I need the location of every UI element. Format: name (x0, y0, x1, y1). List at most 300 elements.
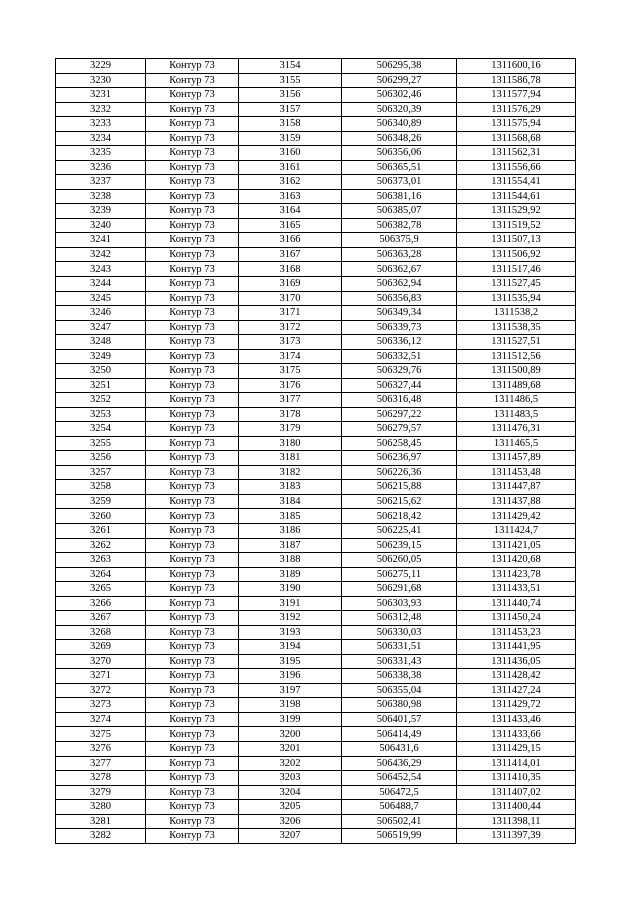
point-number-cell: 3167 (239, 247, 342, 262)
table-row (56, 422, 576, 437)
point-number-cell: 3175 (239, 364, 342, 379)
coordinates-table-body (56, 59, 576, 844)
x-coordinate-cell: 506381,16 (342, 189, 457, 204)
x-coordinate-cell: 506382,78 (342, 218, 457, 233)
point-number-cell: 3181 (239, 451, 342, 466)
row-number-cell: 3248 (56, 335, 146, 350)
table-row (56, 582, 576, 597)
table-row (56, 683, 576, 698)
contour-cell: Контур 73 (146, 683, 239, 698)
y-coordinate-cell: 1311500,89 (457, 364, 576, 379)
y-coordinate-cell: 1311600,16 (457, 59, 576, 74)
contour-cell: Контур 73 (146, 698, 239, 713)
point-number-cell: 3203 (239, 771, 342, 786)
contour-cell: Контур 73 (146, 247, 239, 262)
row-number-cell: 3238 (56, 189, 146, 204)
row-number-cell: 3260 (56, 509, 146, 524)
x-coordinate-cell: 506348,26 (342, 131, 457, 146)
y-coordinate-cell: 1311575,94 (457, 117, 576, 132)
x-coordinate-cell: 506331,43 (342, 654, 457, 669)
point-number-cell: 3193 (239, 625, 342, 640)
contour-cell: Контур 73 (146, 596, 239, 611)
table-row (56, 538, 576, 553)
x-coordinate-cell: 506338,38 (342, 669, 457, 684)
table-row (56, 320, 576, 335)
y-coordinate-cell: 1311554,41 (457, 175, 576, 190)
row-number-cell: 3254 (56, 422, 146, 437)
y-coordinate-cell: 1311507,13 (457, 233, 576, 248)
contour-cell: Контур 73 (146, 553, 239, 568)
contour-cell: Контур 73 (146, 349, 239, 364)
y-coordinate-cell: 1311440,74 (457, 596, 576, 611)
point-number-cell: 3171 (239, 306, 342, 321)
contour-cell: Контур 73 (146, 465, 239, 480)
point-number-cell: 3154 (239, 59, 342, 74)
y-coordinate-cell: 1311433,46 (457, 712, 576, 727)
x-coordinate-cell: 506312,48 (342, 611, 457, 626)
row-number-cell: 3280 (56, 800, 146, 815)
row-number-cell: 3277 (56, 756, 146, 771)
row-number-cell: 3240 (56, 218, 146, 233)
y-coordinate-cell: 1311429,72 (457, 698, 576, 713)
row-number-cell: 3232 (56, 102, 146, 117)
row-number-cell: 3272 (56, 683, 146, 698)
contour-cell: Контур 73 (146, 262, 239, 277)
y-coordinate-cell: 1311527,51 (457, 335, 576, 350)
point-number-cell: 3155 (239, 73, 342, 88)
y-coordinate-cell: 1311476,31 (457, 422, 576, 437)
table-row (56, 509, 576, 524)
x-coordinate-cell: 506362,94 (342, 276, 457, 291)
point-number-cell: 3195 (239, 654, 342, 669)
table-row (56, 364, 576, 379)
contour-cell: Контур 73 (146, 741, 239, 756)
contour-cell: Контур 73 (146, 785, 239, 800)
point-number-cell: 3188 (239, 553, 342, 568)
y-coordinate-cell: 1311433,51 (457, 582, 576, 597)
x-coordinate-cell: 506279,57 (342, 422, 457, 437)
y-coordinate-cell: 1311486,5 (457, 393, 576, 408)
point-number-cell: 3194 (239, 640, 342, 655)
table-row (56, 654, 576, 669)
table-row (56, 553, 576, 568)
point-number-cell: 3185 (239, 509, 342, 524)
table-row (56, 393, 576, 408)
point-number-cell: 3201 (239, 741, 342, 756)
x-coordinate-cell: 506236,97 (342, 451, 457, 466)
table-row (56, 276, 576, 291)
row-number-cell: 3267 (56, 611, 146, 626)
contour-cell: Контур 73 (146, 88, 239, 103)
x-coordinate-cell: 506299,27 (342, 73, 457, 88)
row-number-cell: 3265 (56, 582, 146, 597)
point-number-cell: 3156 (239, 88, 342, 103)
contour-cell: Контур 73 (146, 378, 239, 393)
row-number-cell: 3275 (56, 727, 146, 742)
table-row (56, 727, 576, 742)
row-number-cell: 3271 (56, 669, 146, 684)
point-number-cell: 3179 (239, 422, 342, 437)
contour-cell: Контур 73 (146, 654, 239, 669)
x-coordinate-cell: 506239,15 (342, 538, 457, 553)
table-row (56, 640, 576, 655)
y-coordinate-cell: 1311483,5 (457, 407, 576, 422)
y-coordinate-cell: 1311529,92 (457, 204, 576, 219)
contour-cell: Контур 73 (146, 276, 239, 291)
table-row (56, 800, 576, 815)
row-number-cell: 3246 (56, 306, 146, 321)
contour-cell: Контур 73 (146, 524, 239, 539)
row-number-cell: 3241 (56, 233, 146, 248)
contour-cell: Контур 73 (146, 480, 239, 495)
point-number-cell: 3207 (239, 829, 342, 844)
table-row (56, 756, 576, 771)
contour-cell: Контур 73 (146, 407, 239, 422)
point-number-cell: 3202 (239, 756, 342, 771)
contour-cell: Контур 73 (146, 160, 239, 175)
table-row (56, 59, 576, 74)
y-coordinate-cell: 1311577,94 (457, 88, 576, 103)
x-coordinate-cell: 506365,51 (342, 160, 457, 175)
row-number-cell: 3268 (56, 625, 146, 640)
x-coordinate-cell: 506225,41 (342, 524, 457, 539)
row-number-cell: 3250 (56, 364, 146, 379)
point-number-cell: 3176 (239, 378, 342, 393)
x-coordinate-cell: 506316,48 (342, 393, 457, 408)
x-coordinate-cell: 506215,88 (342, 480, 457, 495)
x-coordinate-cell: 506332,51 (342, 349, 457, 364)
row-number-cell: 3244 (56, 276, 146, 291)
x-coordinate-cell: 506375,9 (342, 233, 457, 248)
contour-cell: Контур 73 (146, 771, 239, 786)
contour-cell: Контур 73 (146, 727, 239, 742)
row-number-cell: 3231 (56, 88, 146, 103)
contour-cell: Контур 73 (146, 131, 239, 146)
row-number-cell: 3251 (56, 378, 146, 393)
table-row (56, 436, 576, 451)
contour-cell: Контур 73 (146, 640, 239, 655)
y-coordinate-cell: 1311453,48 (457, 465, 576, 480)
row-number-cell: 3235 (56, 146, 146, 161)
y-coordinate-cell: 1311527,45 (457, 276, 576, 291)
y-coordinate-cell: 1311447,87 (457, 480, 576, 495)
point-number-cell: 3180 (239, 436, 342, 451)
point-number-cell: 3173 (239, 335, 342, 350)
table-row (56, 669, 576, 684)
row-number-cell: 3258 (56, 480, 146, 495)
row-number-cell: 3270 (56, 654, 146, 669)
y-coordinate-cell: 1311576,29 (457, 102, 576, 117)
table-row (56, 189, 576, 204)
contour-cell: Контур 73 (146, 218, 239, 233)
x-coordinate-cell: 506472,5 (342, 785, 457, 800)
table-row (56, 771, 576, 786)
x-coordinate-cell: 506452,54 (342, 771, 457, 786)
point-number-cell: 3158 (239, 117, 342, 132)
row-number-cell: 3252 (56, 393, 146, 408)
point-number-cell: 3169 (239, 276, 342, 291)
y-coordinate-cell: 1311441,95 (457, 640, 576, 655)
table-row (56, 73, 576, 88)
contour-cell: Контур 73 (146, 814, 239, 829)
y-coordinate-cell: 1311517,46 (457, 262, 576, 277)
y-coordinate-cell: 1311429,42 (457, 509, 576, 524)
x-coordinate-cell: 506260,05 (342, 553, 457, 568)
table-row (56, 335, 576, 350)
x-coordinate-cell: 506327,44 (342, 378, 457, 393)
y-coordinate-cell: 1311423,78 (457, 567, 576, 582)
y-coordinate-cell: 1311450,24 (457, 611, 576, 626)
contour-cell: Контур 73 (146, 567, 239, 582)
table-row (56, 698, 576, 713)
x-coordinate-cell: 506297,22 (342, 407, 457, 422)
row-number-cell: 3273 (56, 698, 146, 713)
table-row (56, 160, 576, 175)
x-coordinate-cell: 506362,67 (342, 262, 457, 277)
table-row (56, 131, 576, 146)
table-row (56, 102, 576, 117)
contour-cell: Контур 73 (146, 829, 239, 844)
point-number-cell: 3198 (239, 698, 342, 713)
row-number-cell: 3257 (56, 465, 146, 480)
point-number-cell: 3182 (239, 465, 342, 480)
x-coordinate-cell: 506355,04 (342, 683, 457, 698)
contour-cell: Контур 73 (146, 509, 239, 524)
row-number-cell: 3264 (56, 567, 146, 582)
y-coordinate-cell: 1311506,92 (457, 247, 576, 262)
point-number-cell: 3172 (239, 320, 342, 335)
row-number-cell: 3242 (56, 247, 146, 262)
x-coordinate-cell: 506336,12 (342, 335, 457, 350)
y-coordinate-cell: 1311538,2 (457, 306, 576, 321)
contour-cell: Контур 73 (146, 494, 239, 509)
y-coordinate-cell: 1311538,35 (457, 320, 576, 335)
table-row (56, 218, 576, 233)
y-coordinate-cell: 1311535,94 (457, 291, 576, 306)
x-coordinate-cell: 506349,34 (342, 306, 457, 321)
x-coordinate-cell: 506329,76 (342, 364, 457, 379)
x-coordinate-cell: 506401,57 (342, 712, 457, 727)
point-number-cell: 3186 (239, 524, 342, 539)
point-number-cell: 3184 (239, 494, 342, 509)
table-row (56, 204, 576, 219)
x-coordinate-cell: 506356,06 (342, 146, 457, 161)
table-row (56, 349, 576, 364)
x-coordinate-cell: 506414,49 (342, 727, 457, 742)
x-coordinate-cell: 506295,38 (342, 59, 457, 74)
x-coordinate-cell: 506302,46 (342, 88, 457, 103)
x-coordinate-cell: 506380,98 (342, 698, 457, 713)
x-coordinate-cell: 506519,99 (342, 829, 457, 844)
row-number-cell: 3266 (56, 596, 146, 611)
contour-cell: Контур 73 (146, 73, 239, 88)
contour-cell: Контур 73 (146, 582, 239, 597)
point-number-cell: 3166 (239, 233, 342, 248)
y-coordinate-cell: 1311556,66 (457, 160, 576, 175)
y-coordinate-cell: 1311453,23 (457, 625, 576, 640)
row-number-cell: 3256 (56, 451, 146, 466)
x-coordinate-cell: 506436,29 (342, 756, 457, 771)
point-number-cell: 3164 (239, 204, 342, 219)
x-coordinate-cell: 506488,7 (342, 800, 457, 815)
row-number-cell: 3263 (56, 553, 146, 568)
contour-cell: Контур 73 (146, 712, 239, 727)
table-row (56, 378, 576, 393)
table-row (56, 88, 576, 103)
y-coordinate-cell: 1311436,05 (457, 654, 576, 669)
point-number-cell: 3165 (239, 218, 342, 233)
y-coordinate-cell: 1311544,61 (457, 189, 576, 204)
coordinates-table (55, 58, 576, 844)
table-row (56, 611, 576, 626)
y-coordinate-cell: 1311512,56 (457, 349, 576, 364)
y-coordinate-cell: 1311586,78 (457, 73, 576, 88)
table-row (56, 407, 576, 422)
row-number-cell: 3229 (56, 59, 146, 74)
contour-cell: Контур 73 (146, 146, 239, 161)
x-coordinate-cell: 506258,45 (342, 436, 457, 451)
y-coordinate-cell: 1311457,89 (457, 451, 576, 466)
row-number-cell: 3262 (56, 538, 146, 553)
x-coordinate-cell: 506340,89 (342, 117, 457, 132)
contour-cell: Контур 73 (146, 291, 239, 306)
table-row (56, 480, 576, 495)
contour-cell: Контур 73 (146, 422, 239, 437)
contour-cell: Контур 73 (146, 756, 239, 771)
point-number-cell: 3200 (239, 727, 342, 742)
point-number-cell: 3189 (239, 567, 342, 582)
row-number-cell: 3239 (56, 204, 146, 219)
y-coordinate-cell: 1311414,01 (457, 756, 576, 771)
row-number-cell: 3236 (56, 160, 146, 175)
table-row (56, 233, 576, 248)
row-number-cell: 3243 (56, 262, 146, 277)
row-number-cell: 3261 (56, 524, 146, 539)
row-number-cell: 3253 (56, 407, 146, 422)
y-coordinate-cell: 1311421,05 (457, 538, 576, 553)
row-number-cell: 3278 (56, 771, 146, 786)
row-number-cell: 3279 (56, 785, 146, 800)
x-coordinate-cell: 506303,93 (342, 596, 457, 611)
contour-cell: Контур 73 (146, 102, 239, 117)
row-number-cell: 3255 (56, 436, 146, 451)
contour-cell: Контур 73 (146, 175, 239, 190)
x-coordinate-cell: 506215,62 (342, 494, 457, 509)
point-number-cell: 3162 (239, 175, 342, 190)
point-number-cell: 3170 (239, 291, 342, 306)
y-coordinate-cell: 1311424,7 (457, 524, 576, 539)
point-number-cell: 3196 (239, 669, 342, 684)
table-row (56, 567, 576, 582)
contour-cell: Контур 73 (146, 436, 239, 451)
contour-cell: Контур 73 (146, 669, 239, 684)
row-number-cell: 3230 (56, 73, 146, 88)
table-row (56, 712, 576, 727)
row-number-cell: 3269 (56, 640, 146, 655)
contour-cell: Контур 73 (146, 335, 239, 350)
row-number-cell: 3282 (56, 829, 146, 844)
table-row (56, 785, 576, 800)
x-coordinate-cell: 506331,51 (342, 640, 457, 655)
y-coordinate-cell: 1311420,68 (457, 553, 576, 568)
y-coordinate-cell: 1311427,24 (457, 683, 576, 698)
point-number-cell: 3163 (239, 189, 342, 204)
table-row (56, 117, 576, 132)
point-number-cell: 3190 (239, 582, 342, 597)
contour-cell: Контур 73 (146, 117, 239, 132)
point-number-cell: 3159 (239, 131, 342, 146)
y-coordinate-cell: 1311519,52 (457, 218, 576, 233)
point-number-cell: 3192 (239, 611, 342, 626)
point-number-cell: 3168 (239, 262, 342, 277)
point-number-cell: 3174 (239, 349, 342, 364)
y-coordinate-cell: 1311428,42 (457, 669, 576, 684)
table-row (56, 291, 576, 306)
row-number-cell: 3247 (56, 320, 146, 335)
x-coordinate-cell: 506275,11 (342, 567, 457, 582)
point-number-cell: 3183 (239, 480, 342, 495)
x-coordinate-cell: 506218,42 (342, 509, 457, 524)
contour-cell: Контур 73 (146, 320, 239, 335)
x-coordinate-cell: 506373,01 (342, 175, 457, 190)
contour-cell: Контур 73 (146, 800, 239, 815)
table-row (56, 262, 576, 277)
contour-cell: Контур 73 (146, 233, 239, 248)
y-coordinate-cell: 1311562,31 (457, 146, 576, 161)
y-coordinate-cell: 1311437,88 (457, 494, 576, 509)
x-coordinate-cell: 506339,73 (342, 320, 457, 335)
table-row (56, 247, 576, 262)
table-row (56, 306, 576, 321)
table-row (56, 494, 576, 509)
y-coordinate-cell: 1311398,11 (457, 814, 576, 829)
contour-cell: Контур 73 (146, 393, 239, 408)
table-row (56, 814, 576, 829)
table-row (56, 596, 576, 611)
point-number-cell: 3191 (239, 596, 342, 611)
contour-cell: Контур 73 (146, 625, 239, 640)
row-number-cell: 3233 (56, 117, 146, 132)
table-row (56, 829, 576, 844)
table-row (56, 175, 576, 190)
contour-cell: Контур 73 (146, 611, 239, 626)
point-number-cell: 3205 (239, 800, 342, 815)
y-coordinate-cell: 1311407,02 (457, 785, 576, 800)
point-number-cell: 3161 (239, 160, 342, 175)
x-coordinate-cell: 506502,41 (342, 814, 457, 829)
row-number-cell: 3259 (56, 494, 146, 509)
point-number-cell: 3206 (239, 814, 342, 829)
point-number-cell: 3204 (239, 785, 342, 800)
table-row (56, 146, 576, 161)
row-number-cell: 3281 (56, 814, 146, 829)
row-number-cell: 3234 (56, 131, 146, 146)
x-coordinate-cell: 506356,83 (342, 291, 457, 306)
x-coordinate-cell: 506330,03 (342, 625, 457, 640)
y-coordinate-cell: 1311410,35 (457, 771, 576, 786)
table-row (56, 524, 576, 539)
x-coordinate-cell: 506363,28 (342, 247, 457, 262)
point-number-cell: 3187 (239, 538, 342, 553)
table-row (56, 741, 576, 756)
x-coordinate-cell: 506226,36 (342, 465, 457, 480)
contour-cell: Контур 73 (146, 204, 239, 219)
row-number-cell: 3245 (56, 291, 146, 306)
y-coordinate-cell: 1311465,5 (457, 436, 576, 451)
y-coordinate-cell: 1311429,15 (457, 741, 576, 756)
table-row (56, 625, 576, 640)
contour-cell: Контур 73 (146, 189, 239, 204)
